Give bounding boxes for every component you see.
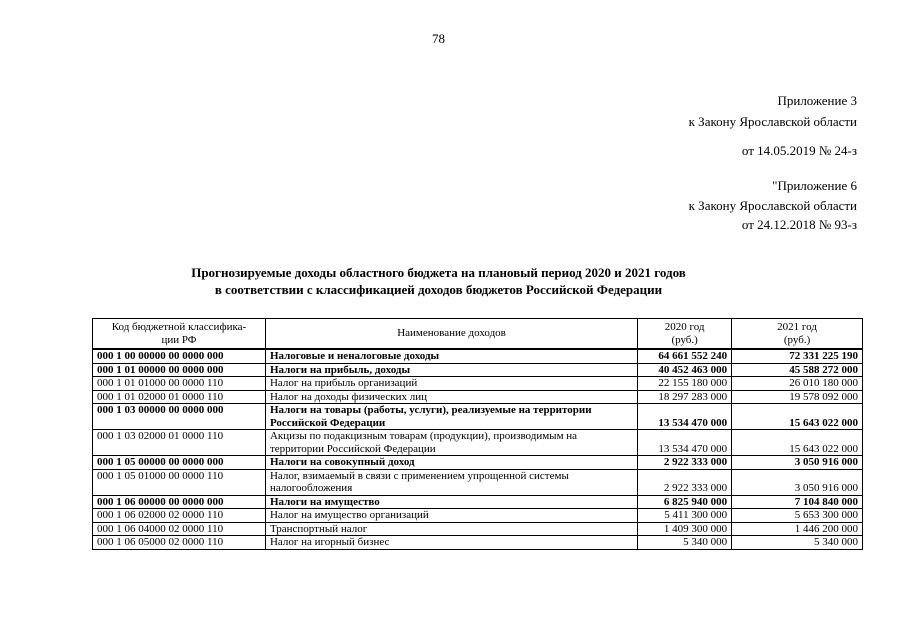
row-name: Налог на имущество организаций bbox=[265, 509, 637, 523]
row-name: Налог на игорный бизнес bbox=[265, 536, 637, 550]
row-name: Налог на доходы физических лиц bbox=[265, 390, 637, 404]
row-value-2020: 22 155 180 000 bbox=[638, 377, 732, 391]
table-row bbox=[93, 363, 863, 377]
row-code: 000 1 03 02000 01 0000 110 bbox=[93, 430, 266, 456]
appendix-6-date: от 24.12.2018 № 93-з bbox=[741, 217, 857, 232]
row-value-2021: 3 050 916 000 bbox=[732, 469, 863, 495]
row-value-2020: 40 452 463 000 bbox=[638, 363, 732, 377]
appendix-6-title: "Приложение 6 bbox=[772, 178, 857, 193]
row-name: Налоги на имущество bbox=[265, 495, 637, 509]
row-value-2020: 64 661 552 240 bbox=[638, 349, 732, 363]
appendix-6-header bbox=[689, 176, 857, 235]
row-value-2020: 18 297 283 000 bbox=[638, 390, 732, 404]
table-row bbox=[93, 349, 863, 363]
row-code: 000 1 06 05000 02 0000 110 bbox=[93, 536, 266, 550]
row-code: 000 1 01 02000 01 0000 110 bbox=[93, 390, 266, 404]
header-2020: 2020 год (руб.) bbox=[638, 319, 732, 350]
row-value-2021: 15 643 022 000 bbox=[732, 430, 863, 456]
document-title bbox=[0, 264, 877, 298]
row-value-2021: 1 446 200 000 bbox=[732, 522, 863, 536]
row-value-2020: 6 825 940 000 bbox=[638, 495, 732, 509]
header-code: Код бюджетной классифика-ции РФ bbox=[93, 319, 266, 350]
row-value-2021: 3 050 916 000 bbox=[732, 456, 863, 470]
table-row bbox=[93, 456, 863, 470]
page-number: 78 bbox=[432, 31, 445, 46]
row-value-2020: 2 922 333 000 bbox=[638, 456, 732, 470]
document-title-line-1: Прогнозируемые доходы областного бюджета на плановый период 2020 и 2021 годов bbox=[191, 265, 686, 280]
table-row bbox=[93, 536, 863, 550]
row-value-2021: 15 643 022 000 bbox=[732, 404, 863, 430]
row-value-2021: 5 340 000 bbox=[732, 536, 863, 550]
row-value-2021: 7 104 840 000 bbox=[732, 495, 863, 509]
table-row bbox=[93, 404, 863, 430]
appendix-3-title: Приложение 3 bbox=[777, 93, 857, 108]
appendix-3-law: к Закону Ярославской области bbox=[688, 114, 857, 129]
table-row bbox=[93, 377, 863, 391]
row-value-2021: 26 010 180 000 bbox=[732, 377, 863, 391]
row-value-2021: 19 578 092 000 bbox=[732, 390, 863, 404]
row-code: 000 1 01 00000 00 0000 000 bbox=[93, 363, 266, 377]
row-value-2020: 5 340 000 bbox=[638, 536, 732, 550]
row-code: 000 1 00 00000 00 0000 000 bbox=[93, 349, 266, 363]
table-row bbox=[93, 495, 863, 509]
header-name: Наименование доходов bbox=[265, 319, 637, 350]
row-code: 000 1 06 02000 02 0000 110 bbox=[93, 509, 266, 523]
header-2021: 2021 год (руб.) bbox=[732, 319, 863, 350]
appendix-3-date-line: от 14.05.2019 № 24-з bbox=[741, 143, 857, 158]
row-code: 000 1 05 01000 00 0000 110 bbox=[93, 469, 266, 495]
appendix-6-law: к Закону Ярославской области bbox=[688, 197, 857, 213]
row-value-2020: 5 411 300 000 bbox=[638, 509, 732, 523]
row-value-2020: 13 534 470 000 bbox=[638, 404, 732, 430]
row-code: 000 1 05 00000 00 0000 000 bbox=[93, 456, 266, 470]
appendix-3-date bbox=[742, 140, 857, 161]
table-body bbox=[93, 349, 863, 549]
row-code: 000 1 01 01000 00 0000 110 bbox=[93, 377, 266, 391]
row-value-2021: 45 588 272 000 bbox=[732, 363, 863, 377]
table-row bbox=[93, 469, 863, 495]
row-name: Налог, взимаемый в связи с применением упрощенной системы налогообложения bbox=[265, 469, 637, 495]
row-code: 000 1 06 04000 02 0000 110 bbox=[93, 522, 266, 536]
revenue-table bbox=[92, 318, 863, 550]
row-name: Налоговые и неналоговые доходы bbox=[265, 349, 637, 363]
row-name: Акцизы по подакцизным товарам (продукции), производимым на территории Российской Федерации bbox=[265, 430, 637, 456]
row-value-2021: 5 653 300 000 bbox=[732, 509, 863, 523]
row-code: 000 1 03 00000 00 0000 000 bbox=[93, 404, 266, 430]
table-row bbox=[93, 522, 863, 536]
row-name: Налоги на товары (работы, услуги), реализуемые на территории Российской Федерации bbox=[265, 404, 637, 430]
row-value-2020: 13 534 470 000 bbox=[638, 430, 732, 456]
appendix-3-header bbox=[689, 90, 857, 132]
row-value-2020: 2 922 333 000 bbox=[638, 469, 732, 495]
table-row bbox=[93, 390, 863, 404]
row-name: Транспортный налог bbox=[265, 522, 637, 536]
document-title-line-2: в соответствии с классификацией доходов бюджетов Российской Федерации bbox=[214, 282, 663, 297]
row-value-2020: 1 409 300 000 bbox=[638, 522, 732, 536]
row-code: 000 1 06 00000 00 0000 000 bbox=[93, 495, 266, 509]
row-name: Налоги на прибыль, доходы bbox=[265, 363, 637, 377]
row-name: Налоги на совокупный доход bbox=[265, 456, 637, 470]
table-header-row bbox=[93, 319, 863, 350]
table-row bbox=[93, 430, 863, 456]
row-value-2021: 72 331 225 190 bbox=[732, 349, 863, 363]
table-row bbox=[93, 509, 863, 523]
row-name: Налог на прибыль организаций bbox=[265, 377, 637, 391]
